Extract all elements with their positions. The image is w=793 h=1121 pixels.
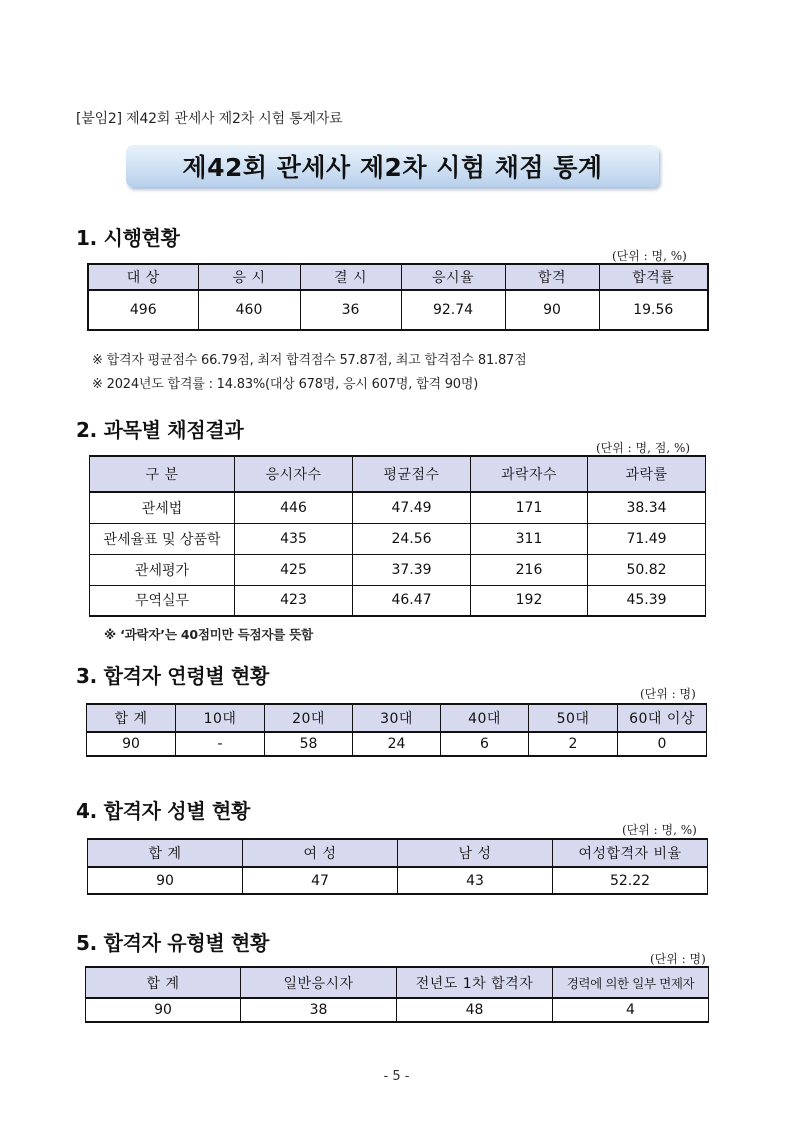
document-title-banner bbox=[126, 145, 659, 187]
section1-note-2: ※ 2024년도 합격률 : 14.83%(대상 678명, 응시 607명, 합격 90명) bbox=[92, 377, 479, 392]
table-cell: 58 bbox=[265, 732, 353, 756]
table-cell: 496 bbox=[88, 290, 198, 330]
section1-note-1: ※ 합격자 평균점수 66.79점, 최저 합격점수 57.87점, 최고 합격점수 81.87점 bbox=[92, 353, 527, 368]
section5-header-row bbox=[86, 967, 709, 998]
table-cell: 52.22 bbox=[553, 867, 708, 894]
section1-heading: 1. 시행현황 bbox=[76, 226, 180, 250]
table-cell: 48 bbox=[397, 998, 553, 1022]
s3-header-40s: 40대 bbox=[441, 704, 529, 732]
table-row bbox=[87, 732, 707, 756]
section3-heading: 3. 합격자 연령별 현황 bbox=[76, 664, 270, 688]
table-row bbox=[86, 998, 709, 1022]
table-cell: 24.56 bbox=[353, 523, 471, 554]
table-cell: 460 bbox=[198, 290, 300, 330]
s4-header-male: 남 성 bbox=[398, 839, 553, 867]
document-title: 제42회 관세사 제2차 시험 채점 통계 bbox=[182, 153, 603, 182]
table-cell: 2 bbox=[529, 732, 618, 756]
s5-header-total: 합 계 bbox=[86, 967, 241, 998]
table-cell: 6 bbox=[441, 732, 529, 756]
s2-header-average-score: 평균점수 bbox=[353, 456, 471, 492]
s3-header-20s: 20대 bbox=[265, 704, 353, 732]
table-cell: 446 bbox=[235, 492, 353, 523]
table-cell: - bbox=[176, 732, 265, 756]
table-cell: 0 bbox=[618, 732, 707, 756]
section1-table bbox=[87, 263, 709, 331]
section3-unit: (단위 : 명) bbox=[640, 687, 696, 701]
s3-header-60s-plus: 60대 이상 bbox=[618, 704, 707, 732]
table-cell: 관세평가 bbox=[90, 554, 235, 585]
table-cell: 50.82 bbox=[588, 554, 706, 585]
s4-header-total: 합 계 bbox=[88, 839, 243, 867]
s1-header-passed: 합격 bbox=[505, 264, 599, 290]
s5-header-prev-first-pass: 전년도 1차 합격자 bbox=[397, 967, 553, 998]
table-row bbox=[88, 867, 708, 894]
s4-header-female-ratio: 여성합격자 비율 bbox=[553, 839, 708, 867]
table-cell: 192 bbox=[471, 585, 588, 616]
s4-header-female: 여 성 bbox=[243, 839, 398, 867]
table-cell: 46.47 bbox=[353, 585, 471, 616]
section4-header-row bbox=[88, 839, 708, 867]
s1-header-attendance-rate: 응시율 bbox=[401, 264, 505, 290]
table-cell: 425 bbox=[235, 554, 353, 585]
s3-header-50s: 50대 bbox=[529, 704, 618, 732]
s1-header-pass-rate: 합격률 bbox=[599, 264, 708, 290]
section1-header-row bbox=[88, 264, 708, 290]
table-cell: 90 bbox=[88, 867, 243, 894]
s3-header-10s: 10대 bbox=[176, 704, 265, 732]
section2-header-row bbox=[90, 456, 706, 492]
table-row bbox=[90, 492, 706, 523]
s3-header-30s: 30대 bbox=[353, 704, 441, 732]
section5-table bbox=[85, 966, 709, 1023]
s2-header-failed-count: 과락자수 bbox=[471, 456, 588, 492]
table-cell: 47.49 bbox=[353, 492, 471, 523]
table-cell: 37.39 bbox=[353, 554, 471, 585]
table-row bbox=[90, 554, 706, 585]
s3-header-total: 합 계 bbox=[87, 704, 176, 732]
table-cell: 36 bbox=[300, 290, 401, 330]
section2-table bbox=[89, 455, 706, 617]
table-cell: 24 bbox=[353, 732, 441, 756]
section2-unit: (단위 : 명, 점, %) bbox=[596, 441, 691, 455]
table-cell: 19.56 bbox=[599, 290, 708, 330]
table-cell: 90 bbox=[87, 732, 176, 756]
section4-unit: (단위 : 명, %) bbox=[622, 823, 697, 837]
table-cell: 90 bbox=[505, 290, 599, 330]
table-row bbox=[88, 290, 708, 330]
table-cell: 관세법 bbox=[90, 492, 235, 523]
s5-header-career-exempt: 경력에 의한 일부 면제자 bbox=[553, 967, 709, 998]
table-cell: 216 bbox=[471, 554, 588, 585]
section5-unit: (단위 : 명) bbox=[650, 952, 706, 966]
table-cell: 71.49 bbox=[588, 523, 706, 554]
table-cell: 45.39 bbox=[588, 585, 706, 616]
table-cell: 4 bbox=[553, 998, 709, 1022]
table-row bbox=[90, 523, 706, 554]
section2-heading: 2. 과목별 채점결과 bbox=[76, 418, 244, 442]
page-number: - 5 - bbox=[383, 1069, 410, 1084]
table-cell: 311 bbox=[471, 523, 588, 554]
s5-header-general: 일반응시자 bbox=[241, 967, 397, 998]
table-cell: 무역실무 bbox=[90, 585, 235, 616]
s1-header-target: 대 상 bbox=[88, 264, 198, 290]
table-cell: 90 bbox=[86, 998, 241, 1022]
s2-header-category: 구 분 bbox=[90, 456, 235, 492]
table-cell: 435 bbox=[235, 523, 353, 554]
table-cell: 423 bbox=[235, 585, 353, 616]
section2-note: ※ ‘과락자’는 40점미만 득점자를 뜻함 bbox=[104, 627, 314, 642]
table-row bbox=[90, 585, 706, 616]
table-cell: 92.74 bbox=[401, 290, 505, 330]
attachment-label: [붙임2] 제42회 관세사 제2차 시험 통계자료 bbox=[76, 111, 343, 127]
table-cell: 38.34 bbox=[588, 492, 706, 523]
table-cell: 관세율표 및 상품학 bbox=[90, 523, 235, 554]
table-cell: 47 bbox=[243, 867, 398, 894]
section4-heading: 4. 합격자 성별 현황 bbox=[76, 799, 251, 823]
section3-table bbox=[86, 703, 707, 757]
section3-header-row bbox=[87, 704, 707, 732]
section5-heading: 5. 합격자 유형별 현황 bbox=[76, 931, 270, 955]
s2-header-applicants: 응시자수 bbox=[235, 456, 353, 492]
s1-header-absent: 결 시 bbox=[300, 264, 401, 290]
section1-unit: (단위 : 명, %) bbox=[612, 249, 687, 263]
s1-header-applied: 응 시 bbox=[198, 264, 300, 290]
section4-table bbox=[87, 838, 708, 895]
table-cell: 43 bbox=[398, 867, 553, 894]
table-cell: 171 bbox=[471, 492, 588, 523]
table-cell: 38 bbox=[241, 998, 397, 1022]
s2-header-fail-rate: 과락률 bbox=[588, 456, 706, 492]
